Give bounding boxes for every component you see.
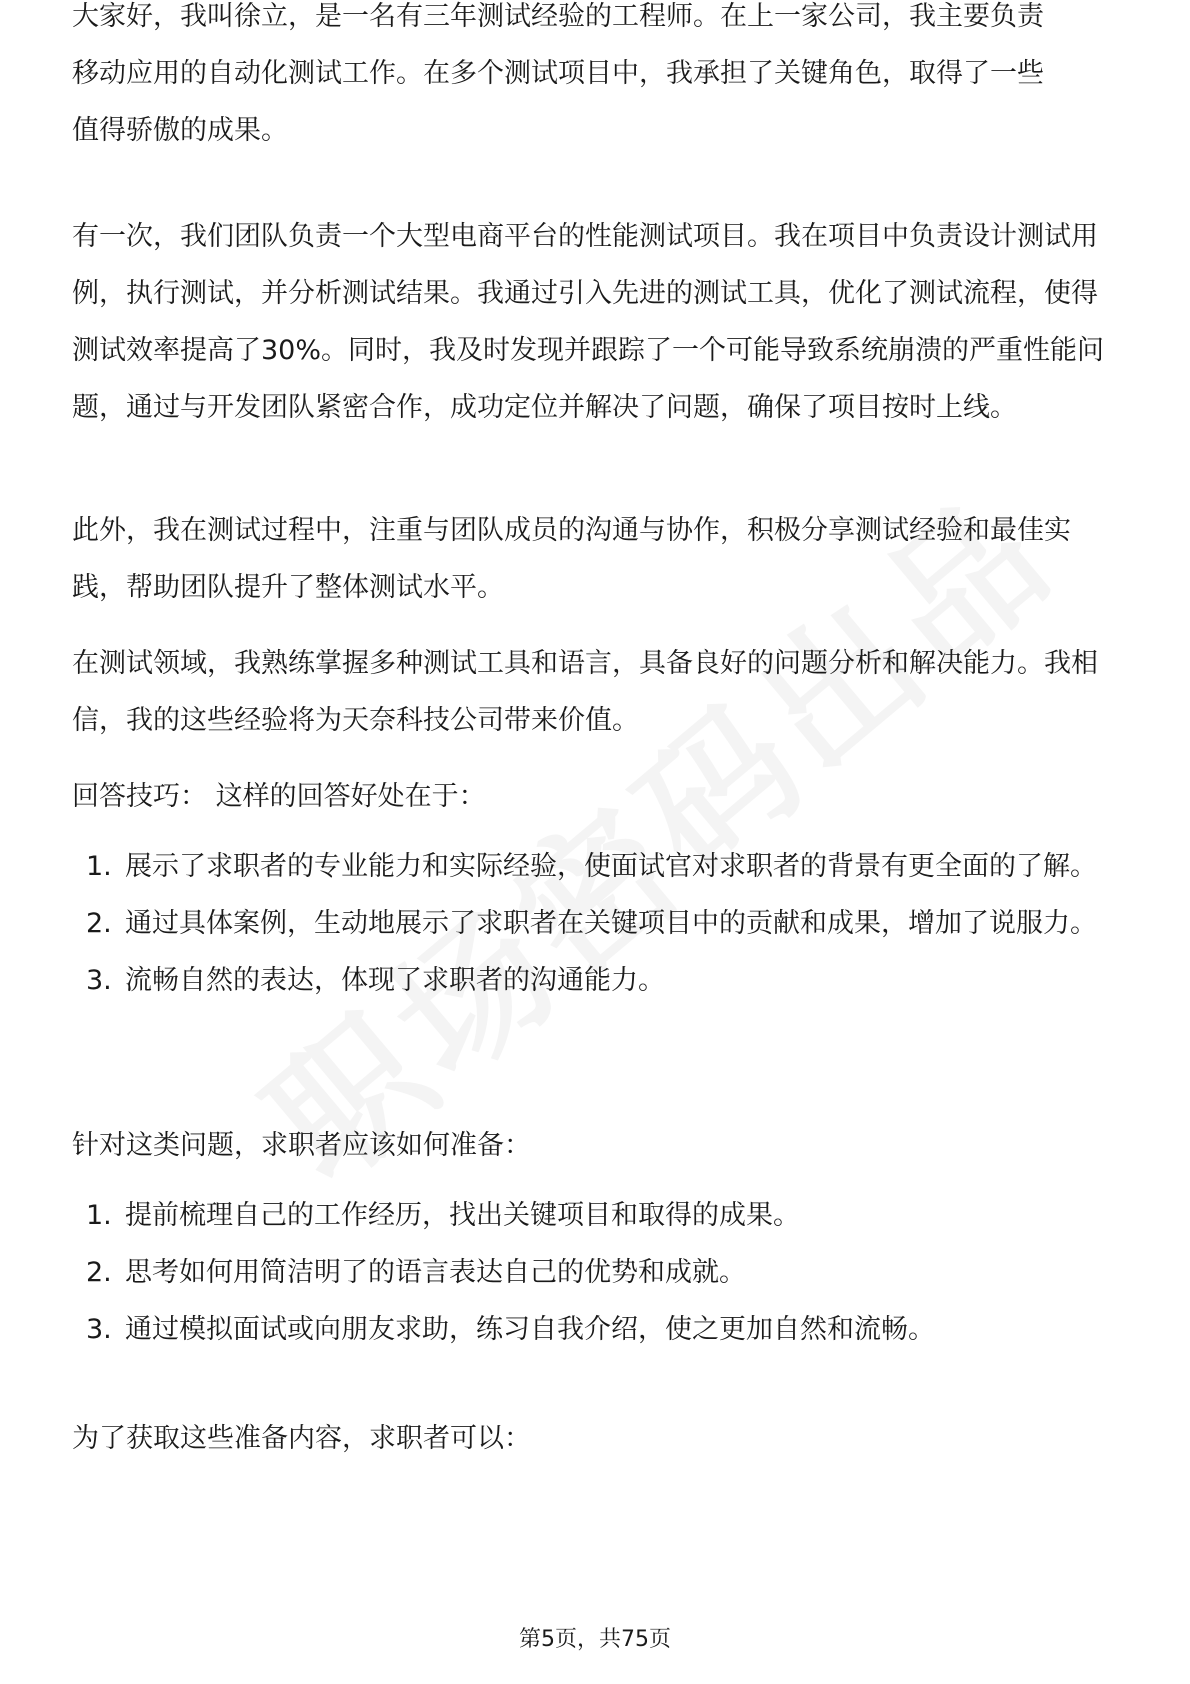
tips-list <box>72 838 1122 1009</box>
list-number: 3. <box>86 965 112 996</box>
obtain-heading: 为了获取这些准备内容，求职者可以： <box>72 1423 531 1454</box>
intro-line: 移动应用的自动化测试工作。在多个测试项目中，我承担了关键角色，取得了一些 <box>72 58 1044 89</box>
list-number: 1. <box>86 1200 112 1231</box>
list-item <box>72 895 1122 952</box>
project-paragraph: 有一次，我们团队负责一个大型电商平台的性能测试项目。我在项目中负责设计测试用例，执行测试，并分析测试结果。我通过引入先进的测试工具，优化了测试流程，使得测试效率提高了30%。同时，我及时发现并跟踪了一个可能导致系统崩溃的严重性能问题，通过与开发团队紧密合作，成功定位并解决了问题，确保了项目按时上线。 <box>72 221 1105 423</box>
list-text: 提前梳理自己的工作经历，找出关键项目和取得的成果。 <box>125 1200 800 1231</box>
list-text: 通过模拟面试或向朋友求助，练习自我介绍，使之更加自然和流畅。 <box>125 1314 935 1345</box>
list-text: 展示了求职者的专业能力和实际经验，使面试官对求职者的背景有更全面的了解。 <box>125 851 1097 882</box>
intro-paragraph <box>72 0 1122 146</box>
collaboration-paragraph: 此外，我在测试过程中，注重与团队成员的沟通与协作，积极分享测试经验和最佳实践，帮助团队提升了整体测试水平。 <box>72 515 1071 603</box>
list-text: 流畅自然的表达，体现了求职者的沟通能力。 <box>125 965 665 996</box>
list-text: 通过具体案例，生动地展示了求职者在关键项目中的贡献和成果，增加了说服力。 <box>125 908 1097 939</box>
list-number: 3. <box>86 1314 112 1345</box>
intro-line: 值得骄傲的成果。 <box>72 115 288 146</box>
page-number: 第5页，共75页 <box>519 1627 671 1652</box>
list-number: 2. <box>86 908 112 939</box>
list-item <box>72 838 1122 895</box>
intro-line: 大家好，我叫徐立，是一名有三年测试经验的工程师。在上一家公司，我主要负责 <box>72 1 1044 32</box>
list-item <box>72 1301 1122 1358</box>
list-item <box>72 952 1122 1009</box>
skills-paragraph: 在测试领域，我熟练掌握多种测试工具和语言，具备良好的问题分析和解决能力。我相信，我的这些经验将为天奈科技公司带来价值。 <box>72 648 1098 736</box>
list-number: 1. <box>86 851 112 882</box>
prep-heading: 针对这类问题，求职者应该如何准备： <box>72 1130 531 1161</box>
list-text: 思考如何用简洁明了的语言表达自己的优势和成就。 <box>125 1257 746 1288</box>
list-item <box>72 1244 1122 1301</box>
list-number: 2. <box>86 1257 112 1288</box>
list-item <box>72 1187 1122 1244</box>
prep-list <box>72 1187 1122 1358</box>
tips-heading: 回答技巧： 这样的回答好处在于： <box>72 781 486 812</box>
